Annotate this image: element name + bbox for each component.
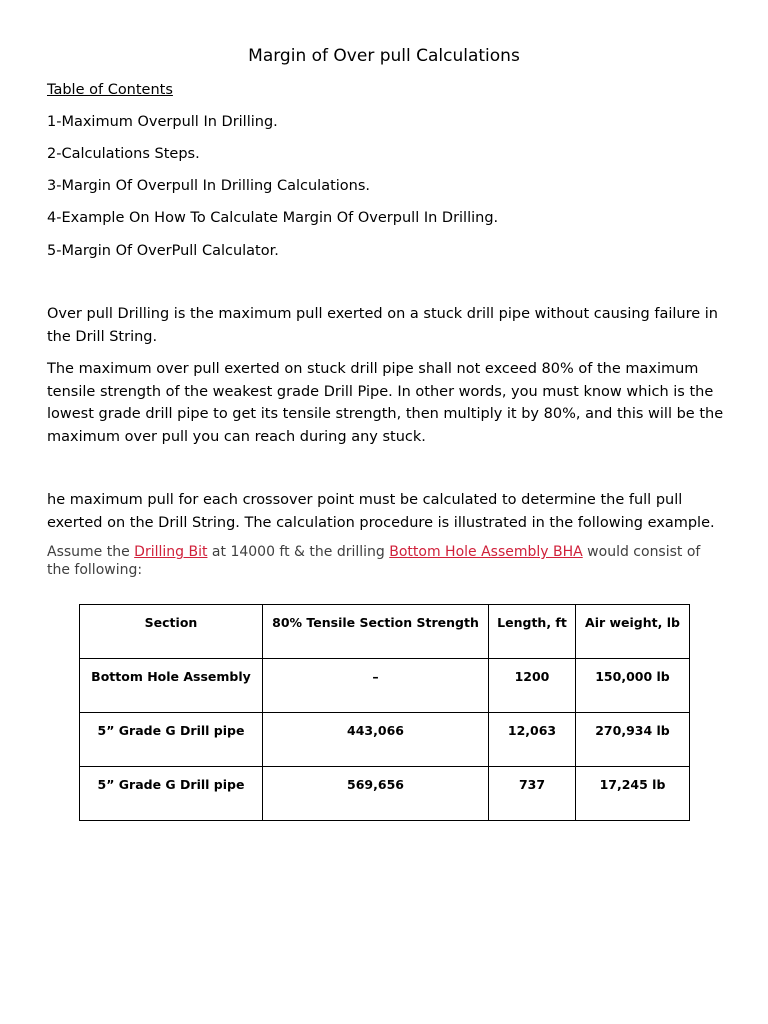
header-air-weight: Air weight, lb — [576, 605, 690, 659]
bha-link[interactable]: Bottom Hole Assembly BHA — [389, 544, 583, 560]
paragraph-definition: Over pull Drilling is the maximum pull exerted on a stuck drill pipe without causing failure in the Drill String. — [47, 306, 719, 345]
toc-heading: Table of Contents — [47, 82, 173, 98]
assume-middle: at 14000 ft & the drilling — [207, 544, 390, 560]
table-cell: 270,934 lb — [576, 713, 690, 767]
table-cell: 443,066 — [263, 713, 489, 767]
paragraph-crossover: he maximum pull for each crossover point must be calculated to determine the full pull exerted on the Drill String. The calculation procedure is illustrated in the following example. — [47, 492, 715, 531]
header-tensile-strength: 80% Tensile Section Strength — [263, 605, 489, 659]
toc-item: 4-Example On How To Calculate Margin Of Overpull In Drilling. — [47, 210, 499, 226]
paragraph-max-overpull: The maximum over pull exerted on stuck drill pipe shall not exceed 80% of the maximum tensile strength of the weakest grade Drill Pipe. In other words, you must know which is the lowest grade drill pipe to get its tensile strength, then multiply it by 80%, and this will be the maximum over pull you can reach during any stuck. — [47, 361, 724, 445]
table-cell: Bottom Hole Assembly — [80, 659, 263, 713]
table-cell: 12,063 — [489, 713, 576, 767]
drilling-bit-link[interactable]: Drilling Bit — [134, 544, 208, 560]
table-cell: 17,245 lb — [576, 767, 690, 821]
table-cell: – — [263, 659, 489, 713]
toc-item: 1-Maximum Overpull In Drilling. — [47, 114, 278, 130]
assume-prefix: Assume the — [47, 544, 135, 560]
table-row — [80, 767, 690, 821]
toc-item: 2-Calculations Steps. — [47, 146, 200, 162]
drill-string-table — [79, 604, 690, 821]
table-cell: 5” Grade G Drill pipe — [80, 767, 263, 821]
header-length: Length, ft — [489, 605, 576, 659]
table-cell: 5” Grade G Drill pipe — [80, 713, 263, 767]
table-row — [80, 713, 690, 767]
table-row — [80, 659, 690, 713]
table-cell: 150,000 lb — [576, 659, 690, 713]
assume-paragraph — [47, 543, 727, 579]
toc-item: 3-Margin Of Overpull In Drilling Calculations. — [47, 178, 371, 194]
table-cell: 1200 — [489, 659, 576, 713]
table-cell: 737 — [489, 767, 576, 821]
document-title: Margin of Over pull Calculations — [248, 46, 520, 66]
table-header-row — [80, 605, 690, 659]
table-cell: 569,656 — [263, 767, 489, 821]
toc-item: 5-Margin Of OverPull Calculator. — [47, 243, 279, 259]
assume-suffix: would consist of the following: — [47, 544, 701, 578]
header-section: Section — [80, 605, 263, 659]
